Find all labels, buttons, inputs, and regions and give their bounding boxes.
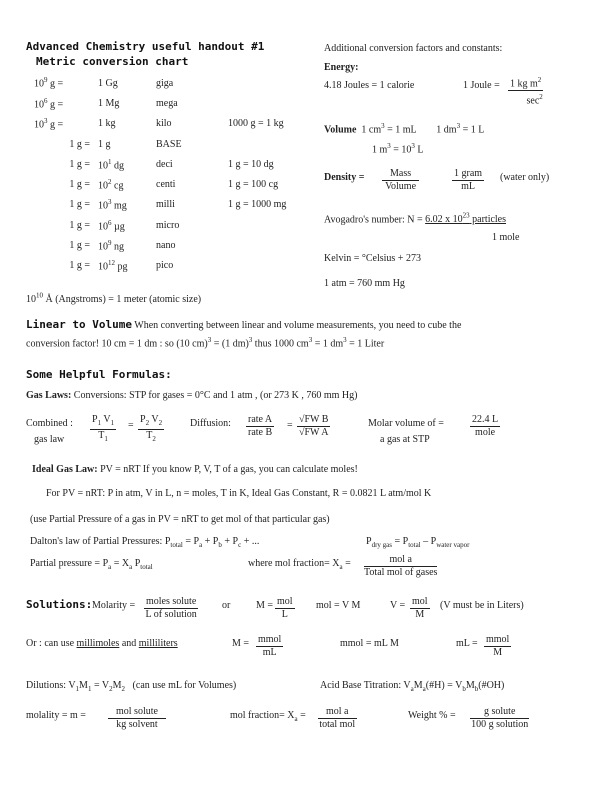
avogadro-line: Avogadro's number: N = 6.02 x $10^{23}$ particles: [324, 212, 507, 226]
combined-equals: =: [128, 420, 134, 431]
molfrac-fraction: mol a total mol: [319, 706, 356, 730]
metric-extra: 1 g = 1000 mg: [228, 199, 287, 211]
metric-row: [34, 195, 328, 215]
mm-fraction: mmol mL: [258, 634, 282, 658]
metric-extra: [228, 215, 328, 235]
or-can-use-line: Or : can use millimoles and milliliters: [26, 638, 178, 649]
diffusion-equals: =: [287, 420, 293, 431]
metric-prefix: centi: [156, 179, 176, 191]
mol-fraction-where: where mol fraction= $X_a$ =: [248, 558, 351, 571]
solutions-heading: Solutions:: [26, 598, 93, 611]
v-fraction: mol M: [412, 596, 428, 620]
volume-m3: 1 $m^3 = 10^3$ L: [372, 142, 424, 156]
dilutions-line: Dilutions: $V_1M_1 = V_2M_2$ (can use mL for Volumes): [26, 680, 237, 693]
conversion-intro: Additional conversion factors and constants:: [324, 43, 503, 54]
metric-row: [34, 134, 328, 154]
m-fraction: mol L: [277, 596, 293, 620]
metric-lhs: 1 g =: [69, 158, 90, 170]
metric-prefix: milli: [156, 199, 175, 211]
density-water-fraction: 1 gram mL: [454, 168, 483, 192]
diffusion-label: Diffusion:: [190, 418, 231, 429]
metric-row: [34, 174, 328, 194]
metric-lhs: 1 g =: [69, 240, 90, 252]
metric-extra: 1 g = 100 cg: [228, 179, 279, 191]
metric-equivalent: $10^{12}$ pg: [98, 259, 128, 273]
metric-lhs: 1 g =: [69, 260, 90, 272]
linear-to-volume-line: Linear to Volume When converting between linear and volume measurements, you need to cube the: [26, 318, 462, 331]
partial-note: (use Partial Pressure of a gas in PV = nRT to get mol of that particular gas): [30, 514, 330, 525]
ml-equals: mL =: [456, 638, 478, 649]
metric-extra: [228, 73, 328, 93]
metric-extra: [228, 134, 328, 154]
metric-extra: [228, 256, 328, 276]
metric-row: [34, 256, 328, 276]
joule-fraction: [508, 74, 543, 108]
metric-lhs: 1 g =: [69, 219, 90, 231]
metric-row: [34, 235, 328, 255]
volume-line: Volume 1 $cm^3 = 1$ mL 1 $dm^3 = 1$ L: [324, 122, 485, 136]
metric-equivalent: $10^6$ µg: [98, 218, 125, 232]
molarity-or: or: [222, 600, 231, 611]
combined-fraction-1: $\frac{P_1 V_1}{T_1}$: [92, 414, 115, 443]
molar-volume-sub: a gas at STP: [380, 434, 430, 445]
density-note: (water only): [500, 172, 550, 183]
kelvin-line: Kelvin = °Celsius + 273: [324, 253, 421, 264]
page-title: Advanced Chemistry useful handout #1: [26, 40, 265, 53]
combined-label: Combined :: [26, 418, 73, 429]
ml-fraction: mmol M: [486, 634, 510, 658]
metric-equivalent: $10^9$ ng: [98, 238, 124, 253]
metric-equivalent: $10^1$ dg: [98, 157, 124, 171]
molality-label: molality = m =: [26, 710, 86, 721]
metric-equivalent: 1 Mg: [98, 97, 120, 109]
ideal-gas-line: Ideal Gas Law: PV = nRT If you know P, V, T of a gas, you can calculate moles!: [32, 464, 358, 475]
metric-conversion-table: [34, 73, 328, 276]
metric-row: [34, 154, 328, 174]
metric-chart-heading: Metric conversion chart: [36, 55, 189, 68]
joule-numerator: 1 kg $m^2$: [510, 76, 542, 90]
angstrom-line: $10^{10}$ Å (Angstroms) = 1 meter (atomic size): [26, 292, 202, 306]
dalton-line: Dalton's law of Partial Pressures: $P_{total} = P_a + P_b + P_c$ + ...: [30, 536, 260, 549]
metric-row: [34, 93, 328, 113]
metric-extra: 1000 g = 1 kg: [228, 118, 284, 130]
avogadro-denominator: 1 mole: [492, 232, 520, 243]
v-note: (V must be in Liters): [440, 600, 524, 611]
energy-joules: 4.18 Joules = 1 calorie: [324, 80, 415, 91]
mm-equals: M =: [232, 638, 250, 649]
v-equals: V =: [390, 600, 406, 611]
dalton-dry: $P_{dry gas} = P_{total} - P_{water vapor}$: [366, 536, 470, 549]
metric-row: [34, 73, 328, 93]
combined-fraction-2: $\frac{P_2 V_2}{T_2}$: [140, 414, 163, 443]
metric-prefix: giga: [156, 77, 174, 89]
joule-prefix: 1 Joule =: [463, 80, 500, 91]
metric-equivalent: 1 Gg: [98, 77, 118, 89]
atm-line: 1 atm = 760 mm Hg: [324, 278, 405, 289]
partial-pressure-line: Partial pressure = $P_a = X_a$ $P_{total}$: [30, 558, 153, 571]
metric-lhs: $10^3$ g =: [34, 117, 64, 131]
metric-row: [34, 215, 328, 235]
molar-volume-label: Molar volume of =: [368, 418, 444, 429]
metric-prefix: BASE: [156, 138, 182, 150]
metric-lhs: $10^6$ g =: [34, 96, 64, 111]
mol-fraction: mol a Total mol of gases: [364, 554, 438, 578]
mmol-ml: mmol = mL M: [340, 638, 399, 649]
molar-volume-fraction: 22.4 L mole: [472, 414, 499, 438]
metric-row: [34, 114, 328, 134]
metric-prefix: mega: [156, 97, 178, 109]
molarity-fraction: moles solute L of solution: [145, 596, 197, 620]
energy-label: Energy:: [324, 62, 359, 73]
metric-equivalent: 1 g: [98, 138, 111, 150]
molarity-label: Molarity =: [92, 600, 136, 611]
linear-to-volume-line-2: conversion factor! 10 cm = 1 dm : so (10 cm)$^3$ = (1 dm)$^3$ thus 1000 $cm^3 = 1$ $dm^3 = 1$ Liter: [26, 336, 385, 350]
formulas-heading: Some Helpful Formulas:: [26, 368, 172, 381]
metric-extra: [228, 235, 328, 255]
density-label: Density =: [324, 172, 365, 183]
metric-prefix: micro: [156, 219, 180, 231]
metric-lhs: 1 g =: [69, 199, 90, 211]
pv-nrt-line: For PV = nRT: P in atm, V in L, n = moles, T in K, Ideal Gas Constant, R = 0.0821 L atm/mol K: [46, 488, 432, 499]
titration-line: Acid Base Titration: $V_aM_a(\#H)$ = $V_bM_b(\#OH)$: [320, 680, 505, 693]
weight-fraction: g solute 100 g solution: [471, 706, 529, 730]
joule-denominator: $\sec^2$: [526, 93, 543, 107]
combined-sub: gas law: [34, 434, 65, 445]
metric-extra: [228, 93, 328, 113]
metric-equivalent: 1 kg: [98, 118, 116, 130]
mol-vm: mol = V M: [316, 600, 361, 611]
metric-prefix: nano: [156, 240, 176, 252]
metric-prefix: deci: [156, 158, 173, 170]
density-fraction: Mass Volume: [382, 168, 419, 193]
m-equals: M =: [256, 600, 274, 611]
molality-fraction: mol solute kg solvent: [108, 706, 166, 731]
metric-lhs: $10^9$ g =: [34, 76, 64, 90]
metric-extra: 1 g = 10 dg: [228, 158, 274, 170]
metric-prefix: pico: [156, 260, 174, 272]
metric-equivalent: $10^2$ cg: [98, 177, 124, 192]
molfrac-label: mol fraction= $X_a$ =: [230, 710, 306, 723]
metric-equivalent: $10^3$ mg: [98, 198, 127, 212]
diffusion-root-fraction: $\frac{\text{√FW B}}{\text{√FW A}}$: [299, 414, 329, 438]
metric-lhs: 1 g =: [69, 138, 90, 150]
diffusion-rate-fraction: rate A rate B: [248, 414, 273, 438]
gas-laws-line: Gas Laws: Conversions: STP for gases = 0°C and 1 atm , (or 273 K , 760 mm Hg): [26, 390, 358, 401]
metric-prefix: kilo: [156, 118, 172, 130]
weight-label: Weight % =: [408, 710, 456, 721]
metric-lhs: 1 g =: [69, 179, 90, 191]
